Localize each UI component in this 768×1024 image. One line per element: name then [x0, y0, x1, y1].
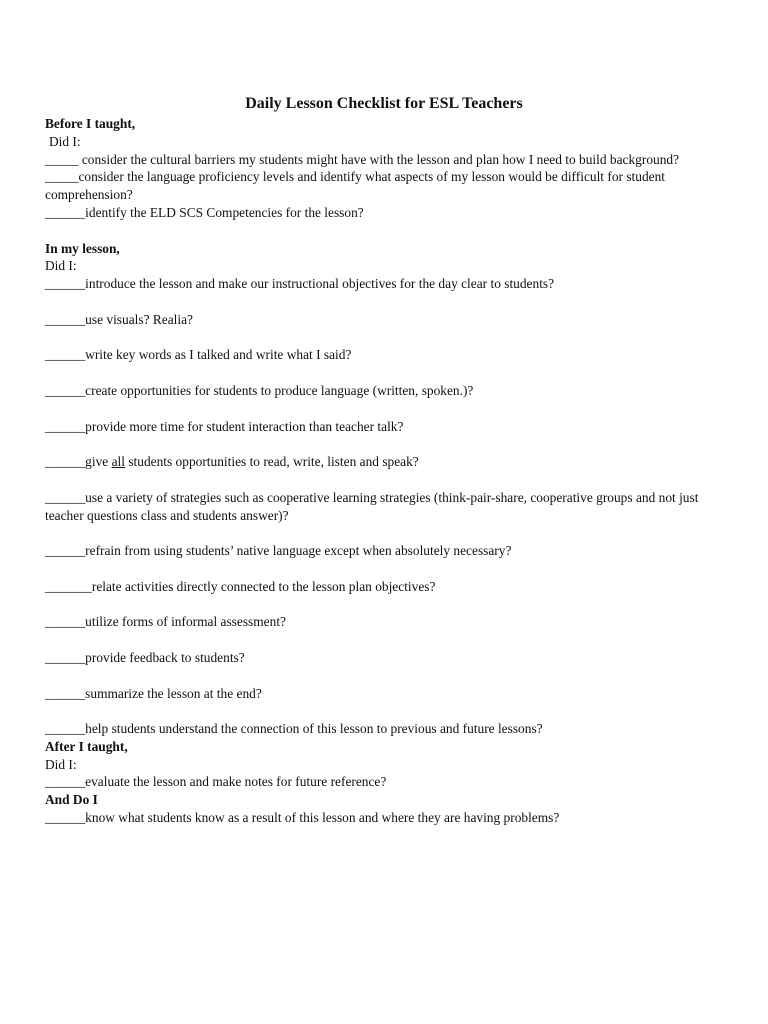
- checklist-item: ______create opportunities for students to produce language (written, spoken.)?: [45, 382, 474, 398]
- checklist-item: _______relate activities directly connected to the lesson plan objectives?: [45, 578, 436, 594]
- did-i-label: Did I:: [45, 258, 77, 274]
- section-heading-and-do-i: And Do I: [45, 792, 98, 808]
- checklist-item: ______refrain from using students’ native language except when absolutely necessary?: [45, 543, 512, 559]
- checklist-item: ______provide more time for student interaction than teacher talk?: [45, 418, 404, 434]
- did-i-label: Did I:: [49, 133, 81, 149]
- checklist-item: ______provide feedback to students?: [45, 649, 245, 665]
- underlined-emphasis: all: [111, 454, 125, 470]
- checklist-item: ______write key words as I talked and write what I said?: [45, 347, 352, 363]
- did-i-label: Did I:: [45, 756, 77, 772]
- checklist-item-text: students opportunities to read, write, listen and speak?: [124, 454, 419, 470]
- document-title: Daily Lesson Checklist for ESL Teachers: [245, 95, 523, 112]
- checklist-item: ______utilize forms of informal assessment?: [45, 614, 286, 630]
- checklist-item: ______use visuals? Realia?: [45, 311, 194, 327]
- checklist-item: ______know what students know as a result of this lesson and where they are having problems?: [45, 810, 560, 826]
- section-heading-after: After I taught,: [45, 738, 128, 754]
- document-body: [45, 115, 725, 827]
- section-heading-lesson: In my lesson,: [45, 240, 120, 256]
- checklist-item: ______evaluate the lesson and make notes for future reference?: [45, 774, 387, 790]
- section-heading-before: Before I taught,: [45, 116, 136, 131]
- checklist-item: [45, 453, 725, 471]
- checklist-item: _____ consider the cultural barriers my students might have with the lesson and plan how I need to build background?: [45, 151, 680, 167]
- checklist-item: ______identify the ELD SCS Competencies for the lesson?: [45, 204, 364, 220]
- checklist-item-text: ______give: [45, 454, 112, 470]
- checklist-item: ______summarize the lesson at the end?: [45, 685, 262, 701]
- checklist-item: ______use a variety of strategies such as cooperative learning strategies (think-pair-share, cooperative groups and not just teacher questions class and students answer)?: [45, 489, 699, 523]
- checklist-item: ______help students understand the connection of this lesson to previous and future lessons?: [45, 721, 543, 737]
- checklist-item: _____consider the language proficiency levels and identify what aspects of my lesson would be difficult for student comprehension?: [45, 169, 666, 203]
- checklist-item: ______introduce the lesson and make our instructional objectives for the day clear to students?: [45, 276, 555, 292]
